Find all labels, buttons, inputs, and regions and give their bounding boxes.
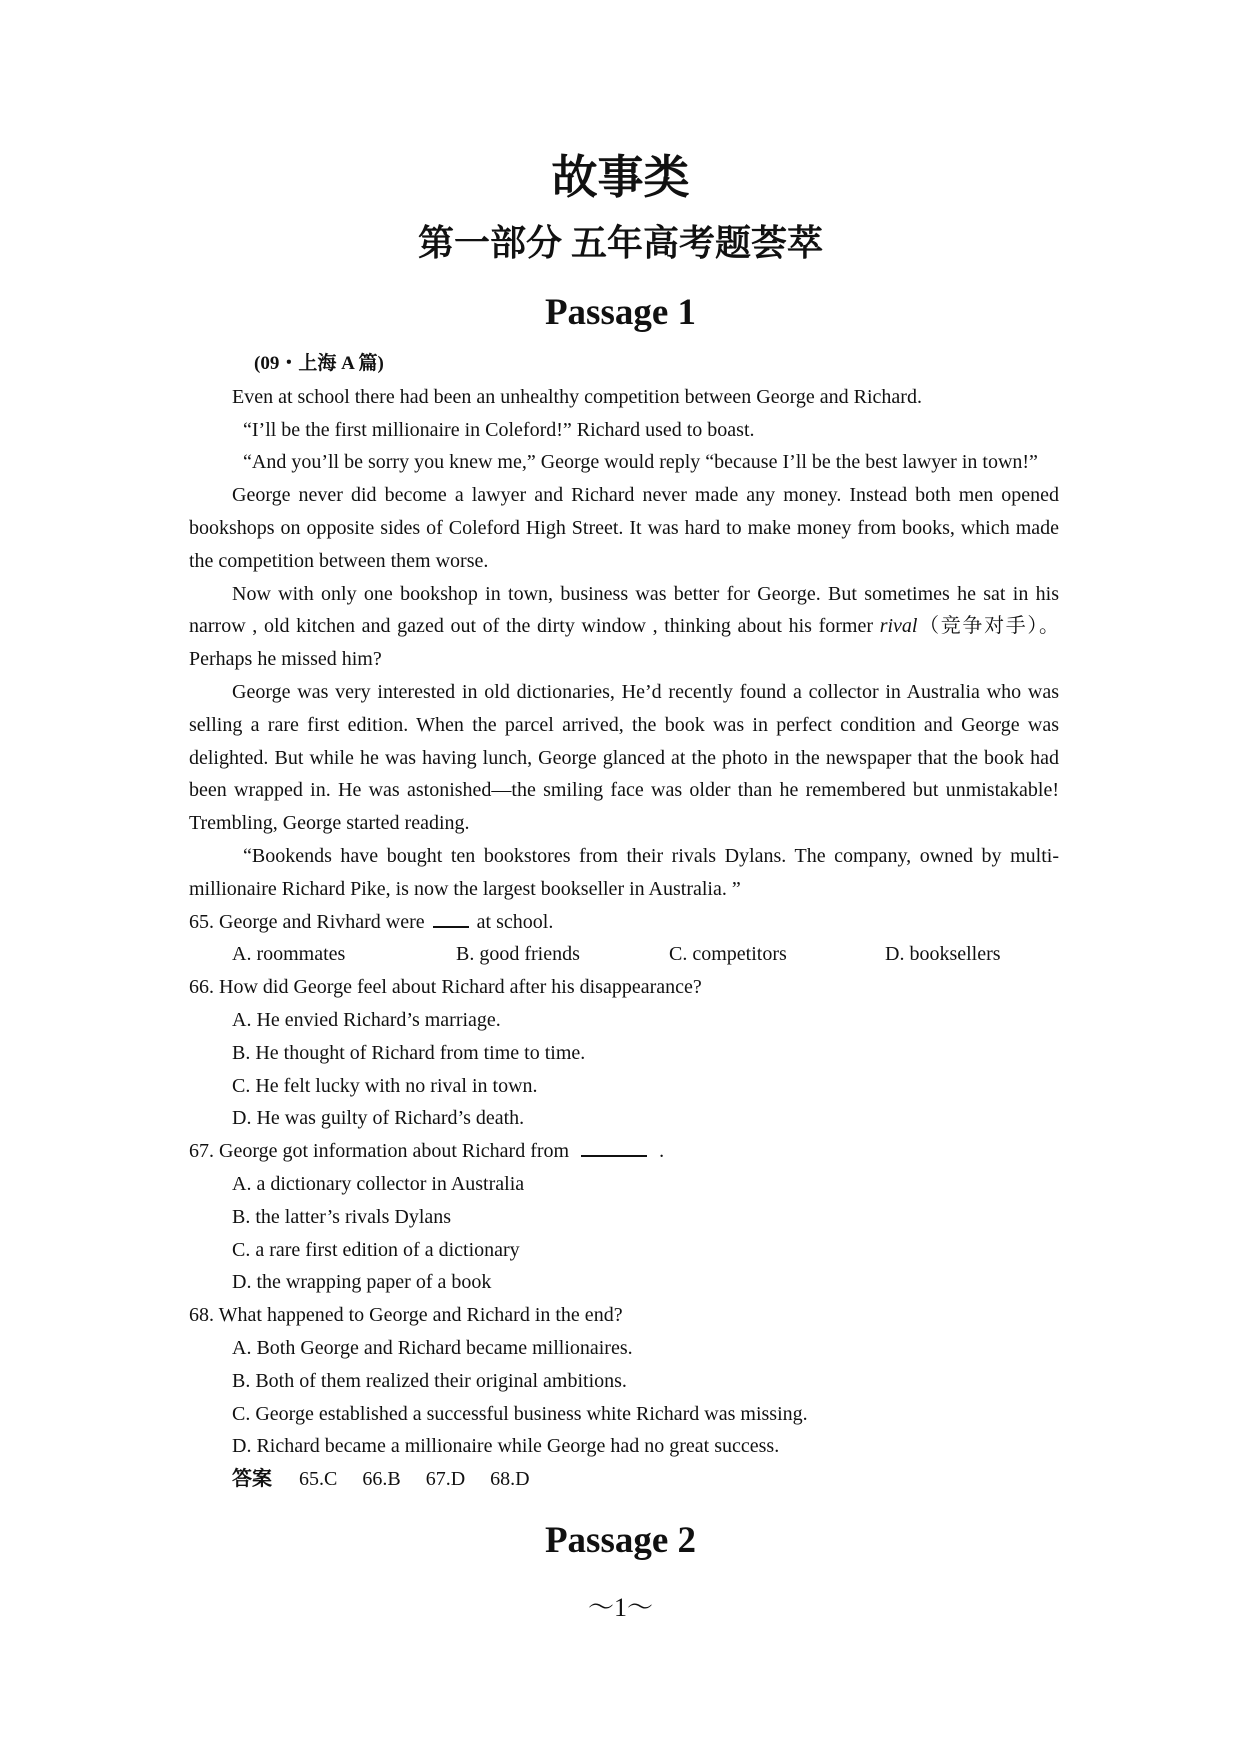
answer-key xyxy=(189,1463,1059,1496)
option-d: D. the wrapping paper of a book xyxy=(232,1271,492,1294)
option-a: A. a dictionary collector in Australia xyxy=(232,1172,525,1195)
option-c: C. competitors xyxy=(669,943,787,966)
question-66-stem: 66. How did George feel about Richard after his disappearance? xyxy=(189,976,702,999)
option-d: D. booksellers xyxy=(885,943,1001,966)
option-c: C. a rare first edition of a dictionary xyxy=(232,1238,520,1261)
paragraph-5-text: Now with only one bookshop in town, business was better for George. But sometimes he sat in his narrow , old kitchen and gazed out of the dirty window , thinking about his former xyxy=(189,582,1059,638)
passage-source: (09・上海 A 篇) xyxy=(254,353,384,374)
passage-content xyxy=(189,348,1059,1496)
answer-item: 65.C xyxy=(299,1468,338,1491)
paragraph-7: “Bookends have bought ten bookstores from their rivals Dylans. The company, owned by multi-millionaire Richard Pike, is now the largest bookseller in Australia. ” xyxy=(189,844,1059,900)
option-d: D. He was guilty of Richard’s death. xyxy=(232,1107,525,1130)
question-68-stem: 68. What happened to George and Richard in the end? xyxy=(189,1304,623,1327)
option-a: A. roommates xyxy=(232,943,346,966)
paragraph-1: Even at school there had been an unhealthy competition between George and Richard. xyxy=(232,385,922,408)
option-b: B. He thought of Richard from time to time. xyxy=(232,1041,586,1064)
paragraph-5 xyxy=(189,578,1059,676)
next-passage-title: Passage 2 xyxy=(544,1520,697,1561)
option-a: A. Both George and Richard became millionaires. xyxy=(232,1336,633,1359)
option-c: C. He felt lucky with no rival in town. xyxy=(232,1074,538,1097)
question-stem xyxy=(189,906,1059,939)
question-67 xyxy=(189,1135,1059,1299)
page-number: ～1～ xyxy=(587,1593,653,1622)
option-b: B. Both of them realized their original ambitions. xyxy=(232,1369,627,1392)
option-d: D. Richard became a millionaire while George had no great success. xyxy=(232,1435,780,1458)
question-66 xyxy=(189,971,1059,1135)
question-65-options xyxy=(189,938,1059,971)
paragraph-2: “I’ll be the first millionaire in Coleford!” Richard used to boast. xyxy=(243,418,755,441)
question-67-stem: 67. George got information about Richard from xyxy=(189,1140,570,1163)
question-65 xyxy=(189,906,1059,972)
answer-label: 答案 xyxy=(232,1468,272,1491)
rival-word: rival xyxy=(879,615,918,638)
paragraph-3: “And you’ll be sorry you knew me,” George would reply “because I’ll be the best lawyer in town!” xyxy=(243,451,1038,474)
option-b: B. the latter’s rivals Dylans xyxy=(232,1205,452,1228)
answer-blank xyxy=(581,1135,647,1157)
category-title: 故事类 xyxy=(551,152,690,203)
paragraph-5-gloss: （竞争对手）。Perhaps he missed him? xyxy=(189,615,1060,671)
question-67-stem-end: . xyxy=(659,1140,665,1163)
option-b: B. good friends xyxy=(456,943,580,966)
question-68 xyxy=(189,1299,1059,1463)
answer-blank xyxy=(433,906,469,928)
answer-item: 67.D xyxy=(425,1468,466,1491)
question-65-stem: 65. George and Rivhard were xyxy=(189,910,425,933)
question-65-stem-end: at school. xyxy=(476,910,554,933)
question-stem xyxy=(189,1135,1059,1168)
passage-title: Passage 1 xyxy=(544,292,697,333)
option-a: A. He envied Richard’s marriage. xyxy=(232,1008,501,1031)
paragraph-6: George was very interested in old dictionaries, He’d recently found a collector in Australia who was selling a rare first edition. When the parcel arrived, the book was in perfect condition and George was delighted. But while he was having lunch, George glanced at the photo in the newspaper that the book had been wrapped in. He was astonished—the smiling face was older than he remembered but unmistakable! Trembling, George started reading. xyxy=(189,680,1059,835)
option-c: C. George established a successful business white Richard was missing. xyxy=(232,1402,808,1425)
paragraph-4: George never did become a lawyer and Richard never made any money. Instead both men opened bookshops on opposite sides of Coleford High Street. It was hard to make money from books, which made the competition between them worse. xyxy=(189,484,1059,572)
answer-item: 68.D xyxy=(490,1468,530,1491)
answer-item: 66.B xyxy=(362,1468,401,1491)
part-title: 第一部分 五年高考题荟萃 xyxy=(417,223,823,263)
